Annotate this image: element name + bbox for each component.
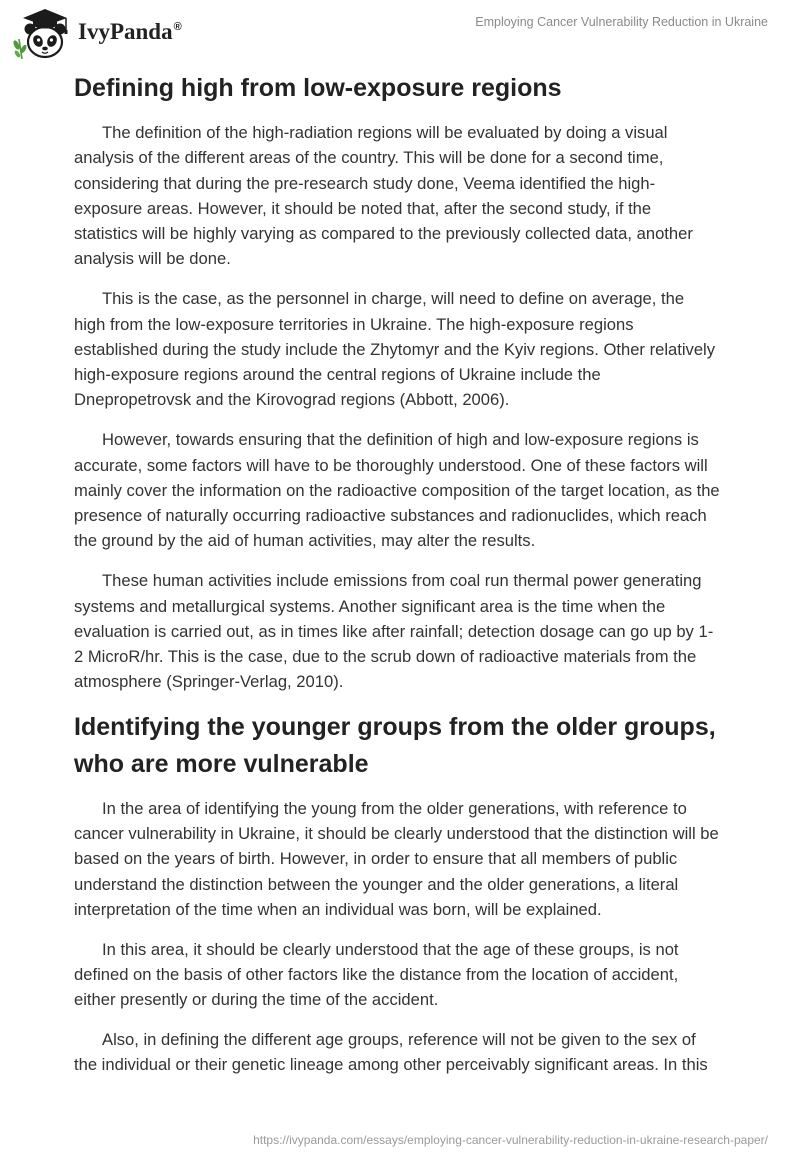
heading-line: Defining high from low-exposure regions [74,74,562,102]
paragraph-line: either presently or during the time of the accident. [74,990,439,1010]
logo-text: IvyPanda [78,19,173,44]
paragraph-line: In this area, it should be clearly understood that the age of these groups, is not [102,939,679,959]
section-heading [74,709,774,782]
article-section [74,70,774,695]
registered-mark: ® [173,21,182,33]
paragraph-line: Dnepropetrovsk and the Kirovograd regions (Abbott, 2006). [74,390,510,410]
paragraph [74,1027,774,1078]
paragraph-line: evaluation is carried out, as in times like after rainfall; detection dosage can go up by 1- [74,621,714,641]
paragraph-line: statistics will be highly varying as compared to the previously collected data, another [74,224,693,244]
paragraph-line: This is the case, as the personnel in charge, will need to define on average, the [102,289,685,309]
paragraph-line: considering that during the pre-research study done, Veema identified the high- [74,173,656,193]
paragraph-line: analysis will be done. [74,249,231,269]
paragraph-line: 2 MicroR/hr. This is the case, due to the scrub down of radioactive materials from the [74,647,697,667]
paragraph-line: interpretation of the time when an individual was born, will be explained. [74,899,602,919]
paragraph-line: the ground by the aid of human activities, may alter the results. [74,531,536,551]
paragraph [74,937,774,1013]
paragraph [74,568,774,694]
paragraph-line: cancer vulnerability in Ukraine, it should be clearly understood that the distinction will be [74,824,719,844]
paragraph-line: high-exposure regions around the central regions of Ukraine include the [74,365,601,385]
paragraph-line: mainly cover the information on the radioactive composition of the target location, as the [74,480,720,500]
paragraph-line: defined on the basis of other factors like the distance from the location of accident, [74,965,679,985]
panda-logo-icon [10,5,74,63]
paragraph-line: In the area of identifying the young from the older generations, with reference to [102,798,687,818]
paragraph-line: exposure areas. However, it should be noted that, after the second study, if the [74,198,652,218]
paragraph-line: established during the study include the Zhytomyr and the Kyiv regions. Other relatively [74,339,716,359]
paragraph-line: based on the years of birth. However, in order to ensure that all members of public [74,849,678,869]
heading-line: who are more vulnerable [74,749,369,778]
paragraph-line: analysis of the different areas of the country. This will be done for a second time, [74,148,664,168]
heading-line: Identifying the younger groups from the older groups, [74,713,716,742]
paragraph [74,286,774,412]
paragraph-line: atmosphere (Springer-Verlag, 2010). [74,672,344,692]
paragraph-line: The definition of the high-radiation regions will be evaluated by doing a visual [102,123,668,142]
document-title: Employing Cancer Vulnerability Reduction in Ukraine [475,15,768,29]
paragraph-line: understand the distinction between the younger and the older generations, a literal [74,874,679,894]
section-heading [74,70,774,107]
paragraph-line: Also, in defining the different age groups, reference will not be given to the sex of [102,1030,696,1050]
paragraph-line: presence of naturally occurring radioactive substances and radionuclides, which reach [74,506,707,526]
paragraph [74,427,774,553]
paragraph-line: accurate, some factors will have to be thoroughly understood. One of these factors will [74,455,708,475]
paragraph [74,120,774,272]
article-section [74,709,774,1077]
paragraph-line: systems and metallurgical systems. Another significant area is the time when the [74,596,666,616]
paragraph-line: However, towards ensuring that the definition of high and low-exposure regions is [102,430,699,450]
paragraph-line: high from the low-exposure territories in Ukraine. The high-exposure regions [74,314,634,334]
paragraph-line: the individual or their genetic lineage among other perceivably significant areas. In this [74,1055,708,1075]
article-body [74,70,774,1092]
logo-wordmark [78,18,182,50]
paragraph [74,796,774,922]
footer-source-url: https://ivypanda.com/essays/employing-cancer-vulnerability-reduction-in-ukraine-research-paper/ [253,1133,768,1147]
paragraph-line: These human activities include emissions from coal run thermal power generating [102,571,702,591]
